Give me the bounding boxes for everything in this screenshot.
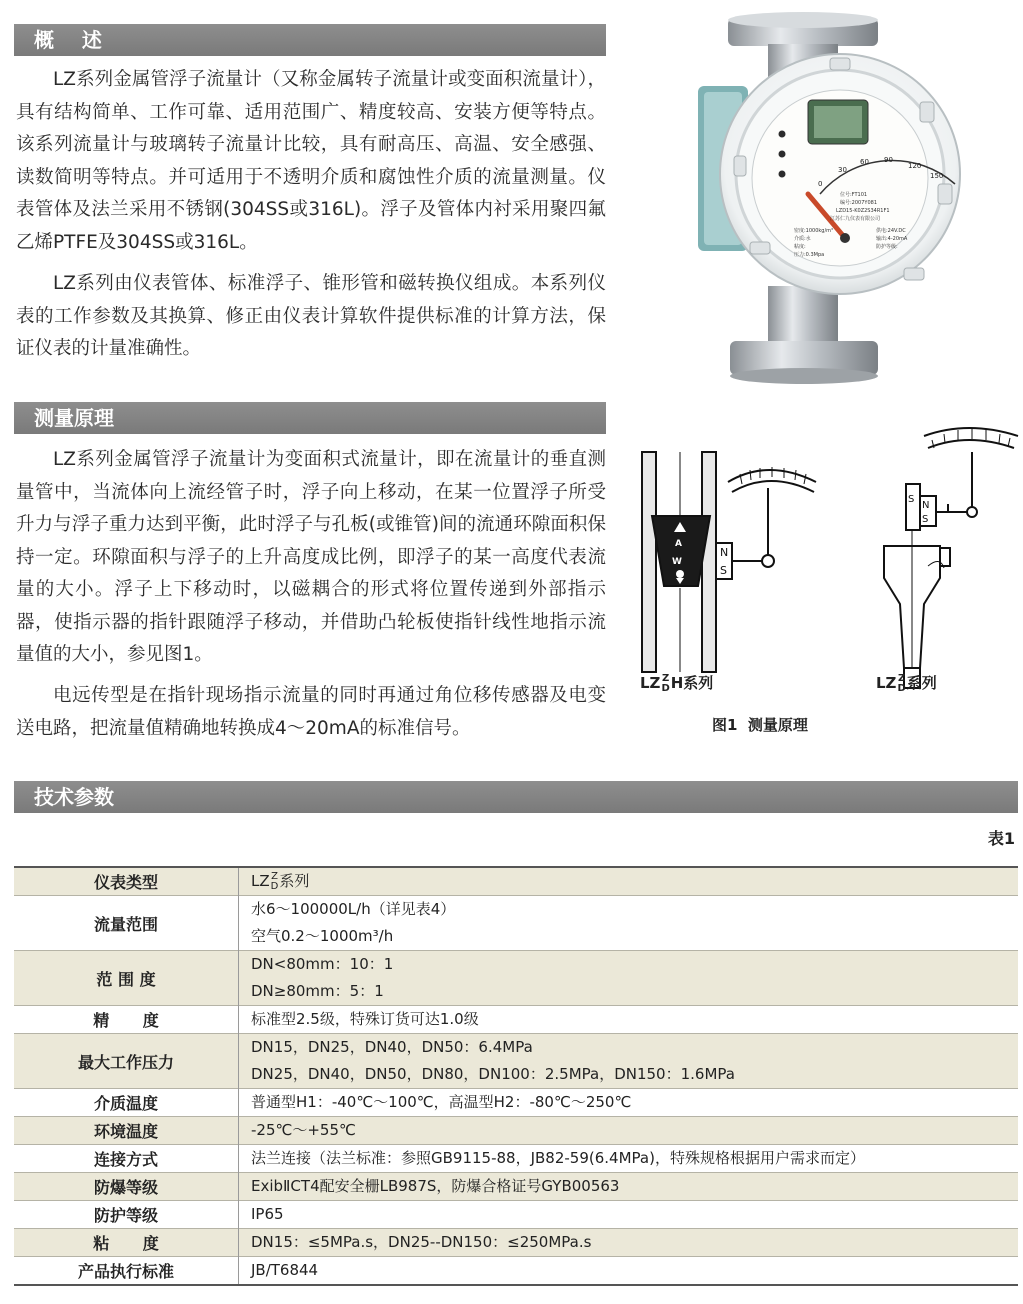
gauge-tag-1: 位号:FT101 [840,192,868,198]
gauge-medium: 介质:水 [794,236,811,242]
gauge-tick-30: 30 [838,166,847,174]
row-value-line: 法兰连接（法兰标准：参照GB9115-88，JB82-59(6.4MPa)，特殊规格根据用户需求而定） [251,1149,865,1167]
table-row [14,1257,1018,1286]
row-label: 范 围 度 [14,951,239,1006]
row-value-line: IP65 [251,1205,284,1223]
row-value-line: 普通型H1：-40℃～100℃，高温型H2：-80℃～250℃ [251,1093,632,1111]
gauge-density: 密度:1000kg/m³ [794,228,834,234]
right-magnet-n: N [922,500,930,511]
row-value-line: 水6～100000L/h（详见表4） [251,900,456,918]
row-label: 仪表类型 [14,867,239,896]
gauge-tick-90: 90 [884,156,893,164]
left-magnet-s: S [720,564,727,577]
row-value-line: JB/T6844 [251,1261,319,1279]
gauge-protection: 防护等级: [876,244,898,250]
row-value [239,951,1019,1006]
row-value [239,1257,1019,1286]
table-row [14,1229,1018,1257]
row-value [239,1201,1019,1229]
table-row [14,1006,1018,1034]
row-label: 粘 度 [14,1229,239,1257]
table-row [14,1145,1018,1173]
principle-heading-bar [14,402,606,434]
gauge-tick-120: 120 [908,162,922,170]
row-label: 介质温度 [14,1089,239,1117]
gauge-tick-150: 150 [930,172,944,180]
row-value [239,1145,1019,1173]
table-row [14,1117,1018,1145]
tech-heading-bar [14,781,1018,813]
row-label: 环境温度 [14,1117,239,1145]
row-value-line: DN15：≤5MPa.s，DN25--DN150：≤250MPa.s [251,1233,592,1251]
row-value [239,1034,1019,1089]
table-row [14,1201,1018,1229]
gauge-tag-3: LZD15-K0Z2S34R1F1 [836,208,890,214]
right-magnet-s2: S [922,514,929,525]
row-value-line: ExibⅡCT4配安全栅LB987S，防爆合格证号GYB00563 [251,1177,620,1195]
table-row [14,1034,1018,1089]
row-label: 流量范围 [14,896,239,951]
gauge-tag-2: 编号:2007Y081 [840,200,878,206]
table-number: 表1 [987,829,1015,848]
row-value-line: DN≥80mm：5：1 [251,982,384,1000]
row-label: 产品执行标准 [14,1257,239,1286]
row-label: 最大工作压力 [14,1034,239,1089]
principle-heading: 测量原理 [34,406,114,430]
row-value-line: DN15，DN25，DN40，DN50：6.4MPa [251,1038,533,1056]
gauge-power: 供电:24V.DC [876,228,906,234]
gauge-tag-4: 江苏仁九仪表有限公司 [830,216,881,222]
row-value-line: DN<80mm：10：1 [251,955,394,973]
gauge-tick-0: 0 [818,180,823,188]
float-label-a: A [675,539,682,549]
row-value-line: 空气0.2～1000m³/h [251,927,394,945]
row-label: 防爆等级 [14,1173,239,1201]
series-label-lzzd: LZ Z D 系列 [876,672,937,694]
series-label-lzzdh: LZ Z D H系列 [640,672,714,694]
table-row [14,896,1018,951]
row-value [239,867,1019,896]
parameters-table [14,866,1018,1286]
flowmeter-product-photo [690,6,1010,388]
table-row [14,1089,1018,1117]
zd-notation: Z D [270,870,279,892]
overview-heading-bar [14,24,606,56]
row-value [239,1006,1019,1034]
overview-paragraph-1: LZ系列金属管浮子流量计（又称金属转子流量计或变面积流量计），具有结构简单、工作可靠、适用范围广、精度较高、安装方便等特点。该系列流量计与玻璃转子流量计比较，具有耐高压、高温、安全感强、读数简明等特点。并可适用于不透明介质和腐蚀性介质的流量测量。仪表管体及法兰采用不锈钢(304SS或316L)。浮子及管体内衬采用聚四氟乙烯PTFE及304SS或316L。 [16,69,606,253]
row-value-line: LZ Z D 系列 [251,870,310,892]
figure-caption: 图1 测量原理 [712,716,808,734]
principle-paragraph-2: 电远传型是在指针现场指示流量的同时再通过角位移传感器及电变送电路，把流量值精确地转换成4～20mA的标准信号。 [16,685,606,739]
row-value-line: DN25，DN40，DN50，DN80，DN100：2.5MPa，DN150：1.6MPa [251,1065,735,1083]
row-value [239,1117,1019,1145]
overview-paragraph-2: LZ系列由仪表管体、标准浮子、锥形管和磁转换仪组成。本系列仪表的工作参数及其换算、修正由仪表计算软件提供标准的计算方法，保证仪表的计量准确性。 [16,273,606,359]
row-label: 连接方式 [14,1145,239,1173]
gauge-tick-60: 60 [860,158,869,166]
right-magnet-s: S [908,494,915,505]
gauge-pressure: 压力:0.3Mpa [794,252,825,258]
row-label: 精 度 [14,1006,239,1034]
row-value-line: -25℃～+55℃ [251,1121,356,1139]
row-label: 防护等级 [14,1201,239,1229]
row-value-line: 标准型2.5级，特殊订货可达1.0级 [251,1010,479,1028]
gauge-viscosity: 粘度: [794,244,806,250]
gauge-output: 输出:4-20mA [876,236,908,242]
table-row [14,1173,1018,1201]
principle-paragraph-1: LZ系列金属管浮子流量计为变面积式流量计，即在流量计的垂直测量管中，当流体向上流经管子时，浮子向上移动，在某一位置浮子所受升力与浮子重力达到平衡，此时浮子与孔板(或锥管)间的流通环隙面积保持一定。环隙面积与浮子的上升高度成比例，即浮子的某一高度代表流量的大小。浮子上下移动时，以磁耦合的形式将位置传递到外部指示器，使指示器的指针跟随浮子移动，并借助凸轮板使指针线性地指示流量值的大小，参见图1。 [16,449,606,665]
row-value [239,896,1019,951]
table-row [14,867,1018,896]
row-value [239,1229,1019,1257]
float-label-w: W [672,557,682,567]
row-value [239,1173,1019,1201]
tech-heading: 技术参数 [34,785,114,809]
table-row [14,951,1018,1006]
overview-heading: 概 述 [34,28,102,52]
left-magnet-n: N [720,546,729,559]
measurement-principle-diagram [628,418,1023,743]
row-value [239,1089,1019,1117]
